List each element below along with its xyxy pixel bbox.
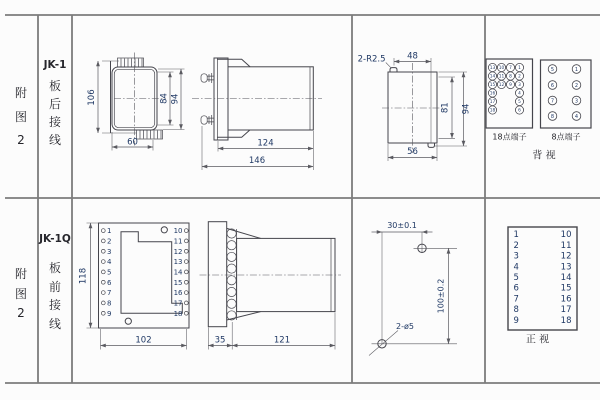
terminal-number: 15: [173, 278, 183, 287]
terminal-number: 18: [489, 108, 496, 114]
terminal-circle: [101, 270, 105, 274]
jk1-side-view: [192, 58, 322, 170]
wiring-type-char: 接: [48, 115, 62, 129]
terminal-screw: [227, 241, 236, 250]
back-view-label: 背 视: [532, 150, 556, 162]
terminal-number: 17: [173, 299, 183, 308]
wiring-type-char: 后: [48, 97, 62, 111]
screw-shaft: [207, 73, 214, 83]
jk1q-side-view: [200, 222, 342, 350]
terminal-grid-18: [488, 63, 523, 114]
table-number-left: 3: [513, 251, 519, 262]
terminal-number: 3: [574, 98, 579, 105]
terminal-number: 12: [173, 247, 183, 256]
flange-plate: [214, 58, 228, 140]
hole-note: 2-ø5: [396, 322, 414, 331]
terminal-block-top-hatch: [121, 59, 142, 67]
terminal-number: 9: [509, 83, 512, 89]
radius-note: 2-R2.5: [357, 54, 386, 65]
fig-no-char: 图: [14, 287, 28, 301]
terminal-number: 4: [107, 258, 112, 267]
terminal-screw: [227, 264, 236, 273]
terminal-number: 14: [173, 268, 183, 277]
terminal-number: 17: [489, 100, 496, 106]
terminal-number: 8: [550, 113, 555, 120]
fig-no-char: 附: [14, 86, 28, 100]
table-number-left: 2: [513, 240, 519, 251]
table-number-right: 17: [560, 305, 572, 316]
table-number-left: 1: [513, 230, 519, 241]
terminal-number: 2: [107, 237, 112, 246]
terminal-number: 4: [518, 91, 521, 97]
terminal-table-numbers: [514, 230, 572, 326]
table-number-right: 12: [560, 251, 572, 262]
keying-tab-bottom: [428, 143, 435, 147]
terminals-8pt: [541, 60, 592, 142]
wiring-type-char: 板: [48, 79, 62, 93]
hole-leader: [369, 331, 398, 356]
fig-no-char: 2: [17, 306, 25, 320]
extension-lines-106: [102, 61, 137, 133]
table-number-left: 9: [513, 315, 519, 326]
table-number-left: 8: [513, 305, 519, 316]
terminals-18pt: [486, 59, 533, 142]
mounting-hole-top: [161, 227, 167, 233]
terminal-number: 5: [518, 100, 521, 106]
dim-value-81: 81: [440, 102, 451, 114]
fig-no-char: 附: [14, 267, 28, 281]
dim-value-146: 146: [248, 156, 266, 166]
wiring-type-char: 接: [48, 298, 62, 312]
terminal-number: 10: [498, 66, 505, 72]
dim-value-94: 94: [170, 93, 181, 105]
wiring-type-char: 线: [48, 133, 62, 147]
table-number-left: 6: [513, 283, 519, 294]
fig-no-char: 2: [17, 133, 25, 147]
terminal-box-18-label: 18点端子: [492, 132, 527, 142]
table-number-right: 18: [560, 315, 572, 326]
terminal-number: 16: [173, 289, 183, 298]
screw-shaft: [207, 115, 214, 125]
keying-tab-top: [390, 68, 397, 72]
terminal-number: 6: [518, 108, 521, 114]
terminal-circle: [101, 229, 105, 233]
terminal-number: 5: [107, 268, 112, 277]
terminal-number: 1: [574, 66, 579, 73]
terminal-number: 7: [509, 66, 512, 72]
model-label: JK-1: [43, 59, 67, 71]
terminal-circle: [184, 301, 188, 305]
terminal-number: 7: [107, 289, 112, 298]
table-number-left: 4: [513, 262, 519, 273]
terminal-circle: [101, 291, 105, 295]
terminal-number: 3: [518, 83, 521, 89]
dim-value-60: 60: [127, 137, 138, 148]
table-number-right: 16: [560, 294, 572, 305]
front-terminal-rows: [101, 227, 188, 318]
terminal-number: 8: [509, 74, 512, 80]
mounting-hole-bottom: [125, 318, 131, 324]
wiring-type-char: 前: [48, 280, 62, 294]
terminal-number: 18: [173, 309, 183, 318]
extension-lines: [208, 313, 335, 350]
dim-value-121: 121: [273, 335, 291, 346]
terminal-circle: [184, 280, 188, 284]
terminal-number: 15: [489, 83, 496, 89]
terminal-screw: [227, 299, 236, 308]
terminal-number: 2: [574, 82, 579, 89]
dim-value-56: 56: [407, 147, 418, 157]
terminal-table: [508, 227, 577, 346]
terminal-screw: [227, 252, 236, 261]
terminal-number: 4: [574, 113, 579, 120]
terminal-circle: [184, 229, 188, 233]
terminal-number: 2: [518, 74, 521, 80]
dim-value-94: 94: [461, 103, 472, 115]
dim-value-102: 102: [135, 335, 152, 346]
table-number-right: 14: [560, 273, 572, 283]
terminal-number: 13: [173, 258, 183, 267]
terminal-number: 10: [173, 227, 183, 236]
terminal-screw: [227, 276, 236, 285]
table-number-left: 7: [513, 294, 519, 305]
screw-head: [201, 74, 207, 82]
jk1q-front-view: [79, 223, 190, 350]
jk1-panel-cutout: [358, 52, 472, 162]
terminal-circle: [101, 311, 105, 315]
terminal-circle: [184, 270, 188, 274]
terminal-number: 11: [498, 74, 505, 80]
terminal-number: 8: [107, 299, 112, 308]
terminal-number: 6: [107, 278, 112, 287]
screw-head: [201, 116, 207, 124]
jk1-rear-view: [87, 53, 185, 151]
dim-value-30: 30±0.1: [387, 221, 417, 230]
terminal-screw-bottom: [201, 115, 214, 125]
terminal-box-8-label: 8点端子: [551, 132, 581, 142]
terminal-circle: [101, 260, 105, 264]
terminal-circle: [101, 239, 105, 243]
dim-value-48: 48: [407, 51, 418, 62]
terminal-circle: [184, 311, 188, 315]
radius-leader: [386, 63, 391, 68]
front-plate: [208, 222, 226, 327]
cover-chamfers: [227, 228, 261, 320]
row2-header: [15, 233, 71, 331]
terminal-number: 3: [107, 247, 112, 256]
terminal-circle: [184, 260, 188, 264]
table-number-left: 5: [513, 273, 519, 283]
terminal-circle: [101, 301, 105, 305]
terminal-number: 16: [489, 91, 496, 97]
terminal-screw-stack: [227, 229, 236, 320]
terminal-number: 12: [498, 83, 505, 89]
row1-header: [15, 59, 66, 147]
model-label: JK-1Q: [39, 233, 71, 245]
dim-value-124: 124: [257, 138, 274, 149]
terminal-number: 6: [550, 82, 555, 89]
terminal-number: 14: [489, 74, 496, 80]
dim-value-84: 84: [159, 93, 170, 104]
dim-value-118: 118: [78, 267, 89, 285]
terminal-number: 7: [550, 98, 555, 105]
dim-value-35: 35: [214, 335, 226, 346]
table-number-right: 15: [560, 283, 572, 294]
terminal-number: 5: [550, 66, 555, 73]
table-number-right: 13: [560, 262, 572, 273]
dim-value-100: 100±0.2: [436, 278, 446, 314]
drilling-plan: [369, 221, 457, 356]
terminal-number: 9: [107, 309, 112, 318]
terminal-circle: [184, 249, 188, 253]
fig-no-char: 图: [14, 110, 28, 124]
terminal-number: 13: [489, 66, 496, 72]
terminal-circle: [101, 280, 105, 284]
terminal-screw-top: [201, 73, 214, 83]
terminal-circle: [101, 249, 105, 253]
wiring-type-char: 线: [48, 317, 62, 331]
terminal-number: 1: [518, 66, 521, 72]
terminal-number: 11: [173, 237, 183, 246]
front-view-label: 正 视: [525, 334, 550, 346]
terminal-circle: [184, 239, 188, 243]
table-number-right: 10: [560, 230, 572, 241]
table-number-right: 11: [560, 240, 572, 251]
terminal-grid-8: [548, 65, 581, 121]
dim-value-106: 106: [87, 89, 97, 106]
terminal-block-bottom: [137, 130, 163, 139]
terminal-screw: [227, 287, 236, 296]
wiring-type-char: 板: [48, 261, 62, 275]
terminal-block-bottom-hatch: [140, 131, 161, 139]
terminal-circle: [184, 291, 188, 295]
terminal-block-top: [118, 58, 144, 67]
terminal-number: 1: [107, 227, 112, 236]
